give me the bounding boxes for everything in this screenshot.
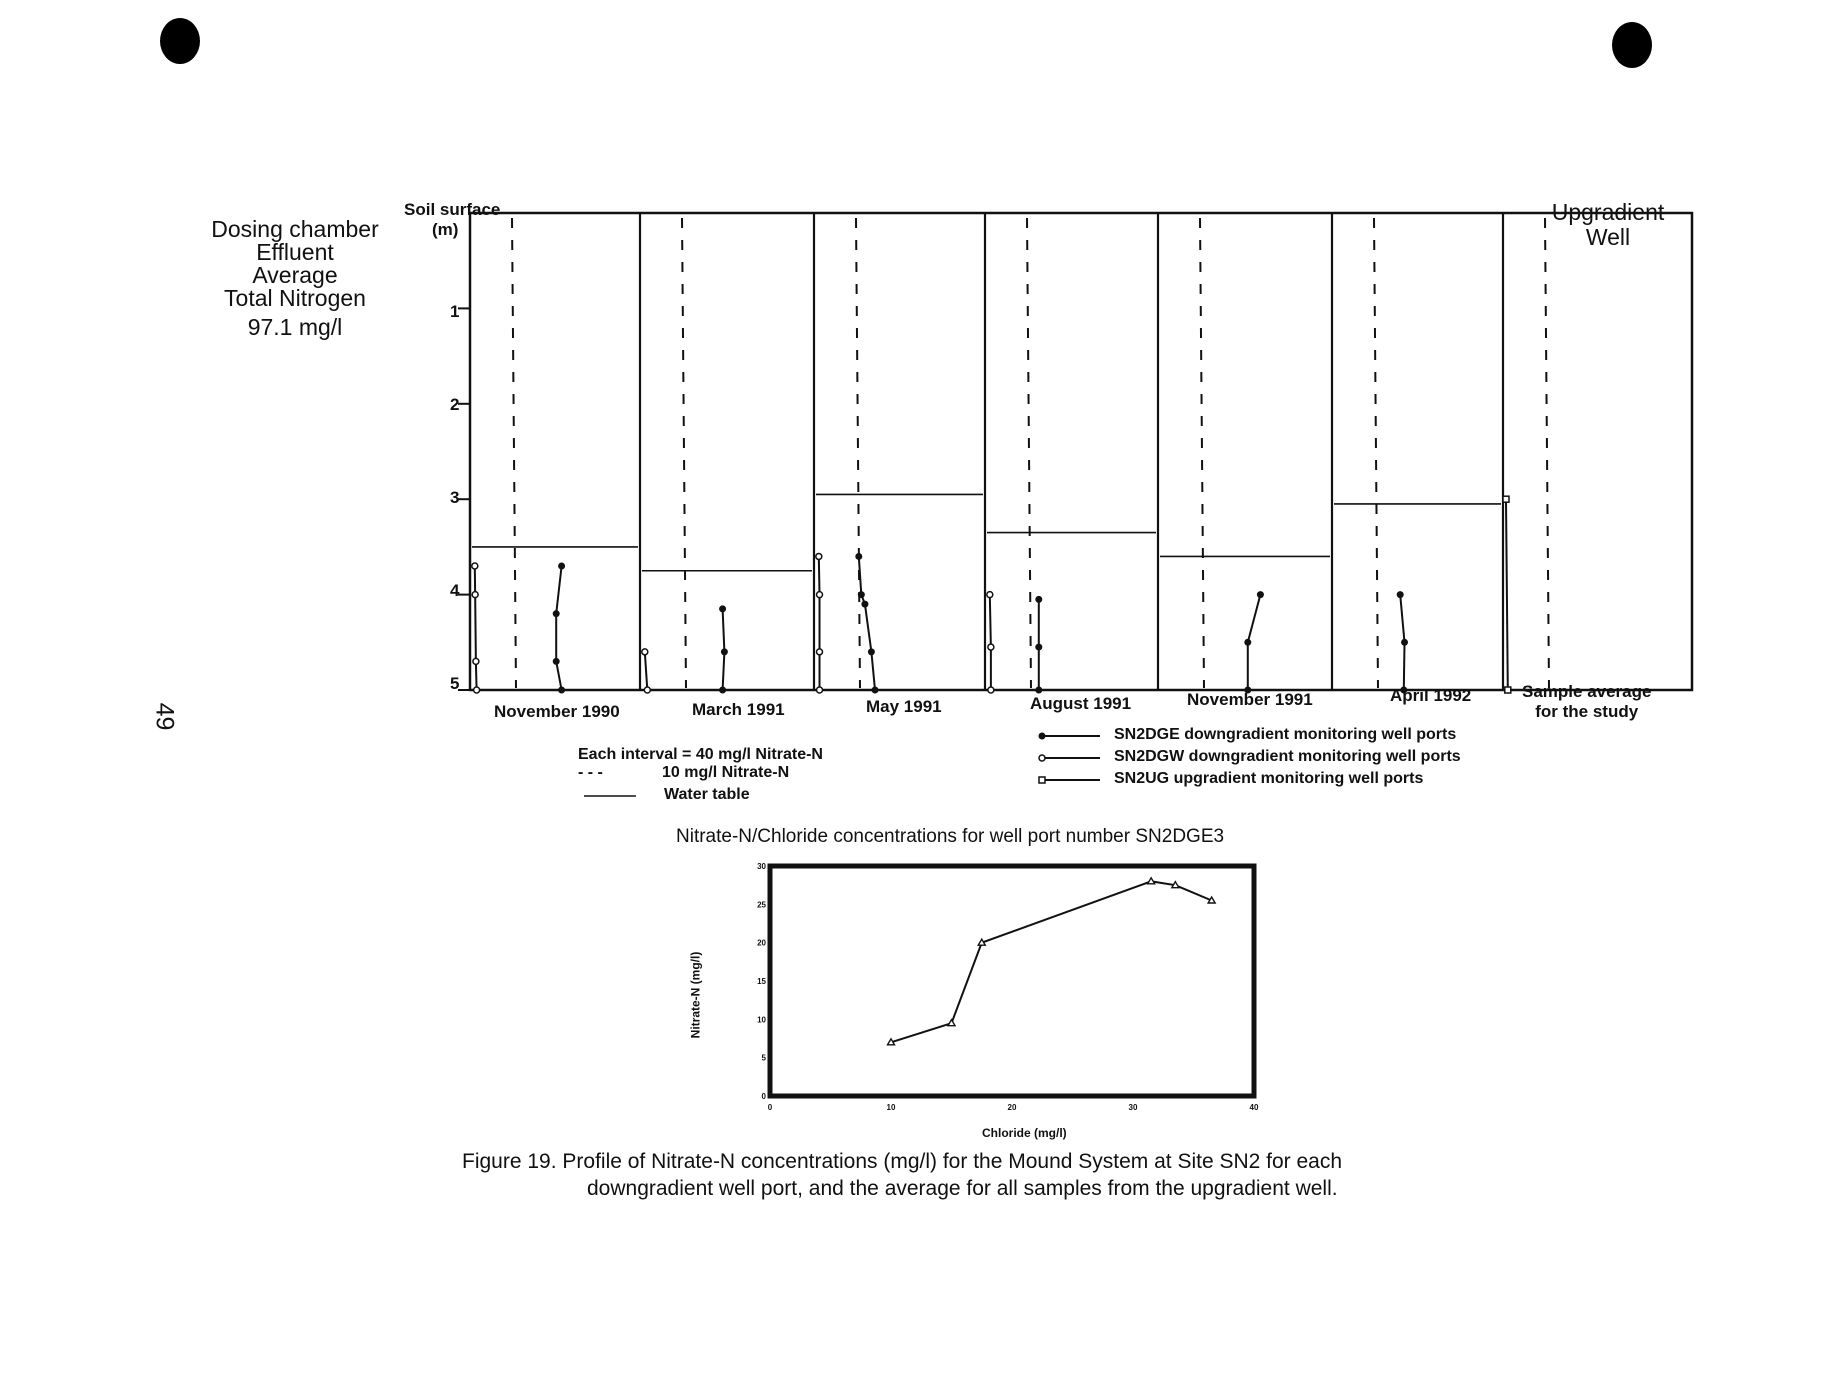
nc-data-point <box>948 1020 955 1026</box>
side-note-line-5: 97.1 mg/l <box>247 314 343 340</box>
side-note-line-1: Dosing chamber <box>211 216 379 242</box>
legend-dash-label: 10 mg/l Nitrate-N <box>662 764 790 781</box>
legend-water-label: Water table <box>664 786 750 803</box>
legend-ug-label: SN2UG upgradient monitoring well ports <box>1114 770 1424 787</box>
nc-ytick-label: 10 <box>757 1015 766 1025</box>
nc-data-point <box>1172 882 1179 888</box>
side-note-line-3: Average <box>252 262 338 288</box>
side-note-line-4: Total Nitrogen <box>224 285 366 311</box>
legend-dgw-label: SN2DGW downgradient monitoring well ports <box>1114 748 1461 765</box>
legend-dge-label: SN2DGE downgradient monitoring well ports <box>1114 726 1457 743</box>
nc-xtick-label: 0 <box>767 1103 773 1112</box>
nc-data-point <box>1148 878 1155 884</box>
nc-data-point <box>978 939 985 945</box>
legend-interval: Each interval = 40 mg/l Nitrate-N <box>578 746 823 763</box>
panel-label-november-1991: November 1991 <box>1187 690 1313 709</box>
nc-data-point <box>888 1039 895 1045</box>
depth-axis-title-line-2: (m) <box>432 220 459 239</box>
nc-frame <box>770 866 1254 1096</box>
panel-label-may-1991: May 1991 <box>866 697 942 716</box>
nc-xtick-label: 10 <box>886 1103 896 1112</box>
depth-tick-4: 4 <box>450 581 460 600</box>
nc-xtick-label: 30 <box>1128 1103 1138 1112</box>
panel-label-november-1990: November 1990 <box>494 702 620 721</box>
nc-series-line <box>891 881 1212 1042</box>
page-number: 49 <box>150 702 179 731</box>
nc-xtick-label: 20 <box>1007 1103 1017 1112</box>
caption-line-2: downgradient well port, and the average for all samples from the upgradient well. <box>587 1177 1338 1200</box>
depth-tick-5: 5 <box>450 674 460 693</box>
nc-ytick-label: 20 <box>757 938 766 948</box>
depth-axis-title-line-1: Soil surface <box>404 200 501 219</box>
nc-xtick-label: 40 <box>1249 1103 1259 1112</box>
upgradient-well-title-line-1: Upgradient <box>1551 199 1665 225</box>
figure-caption <box>462 1148 1342 1202</box>
nc-ytick-label: 15 <box>757 977 766 986</box>
nc-data-point <box>1208 897 1215 903</box>
legend-dash-symbol: - - - <box>578 764 603 781</box>
nc-ytick-label: 25 <box>757 900 766 910</box>
panel-label-april-1992: April 1992 <box>1390 686 1472 705</box>
panel-label-sample-average-line-1: Sample average <box>1522 682 1652 701</box>
upgradient-well-title-line-2: Well <box>1585 224 1631 250</box>
nc-ytick-label: 5 <box>761 1053 766 1063</box>
depth-tick-1: 1 <box>450 302 460 321</box>
nc-xlabel: Chloride (mg/l) <box>982 1126 1067 1140</box>
caption-line-1: Figure 19. Profile of Nitrate-N concentrations (mg/l) for the Mound System at Site SN2 for each <box>462 1150 1343 1173</box>
nc-ytick-label: 30 <box>757 862 766 871</box>
nitrate-chloride-chart-title: Nitrate-N/Chloride concentrations for well port number SN2DGE3 <box>676 826 1225 847</box>
side-note-line-2: Effluent <box>256 239 334 265</box>
depth-tick-3: 3 <box>450 488 460 507</box>
nc-ylabel: Nitrate-N (mg/l) <box>688 951 703 1039</box>
nc-ytick-label: 0 <box>761 1092 766 1101</box>
panel-label-march-1991: March 1991 <box>692 700 785 719</box>
panel-label-sample-average-line-2: for the study <box>1535 702 1639 721</box>
depth-tick-2: 2 <box>450 395 460 414</box>
panel-label-august-1991: August 1991 <box>1030 694 1132 713</box>
